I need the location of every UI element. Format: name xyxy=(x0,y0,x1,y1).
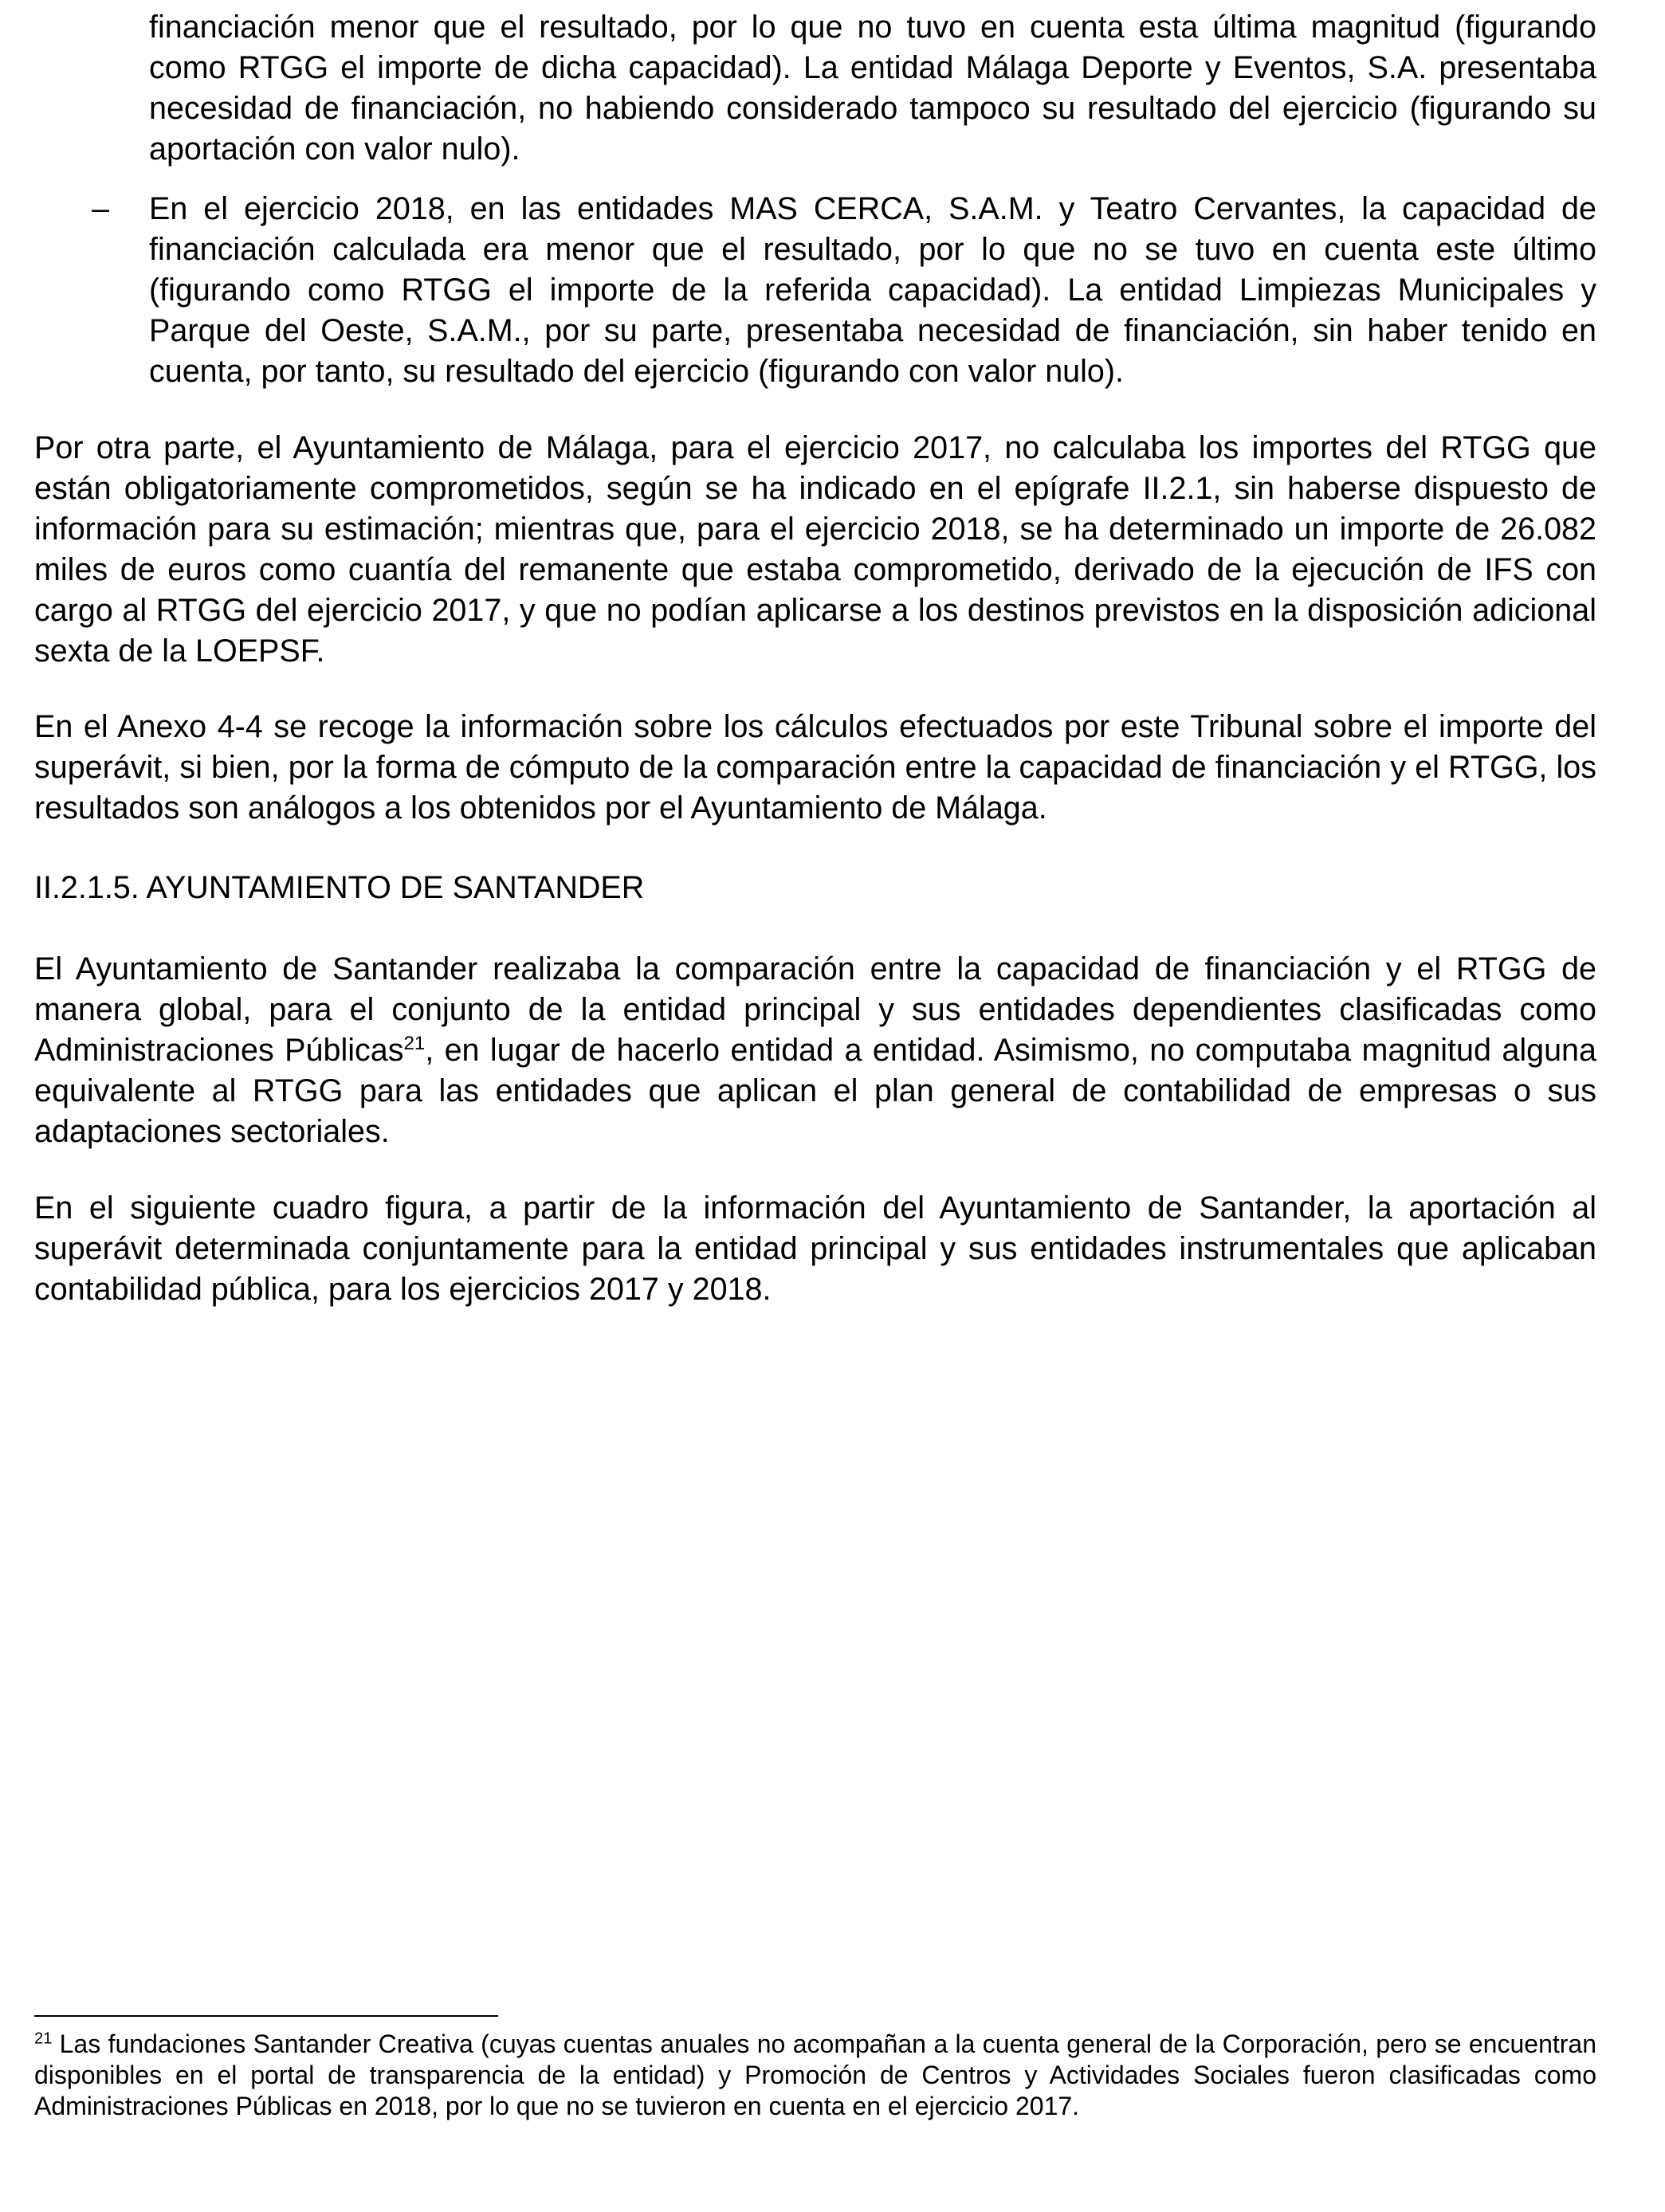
list-item-2018-text: En el ejercicio 2018, en las entidades MAS CERCA, S.A.M. y Teatro Cervantes, la capacidad de financiación calculada era menor que el resultado, por lo que no se tuvo en cuenta este último (figurando como RTGG el importe de la referida capacidad). La entidad Limpiezas Municipales y Parque del Oeste, S.A.M., por su parte, presentaba necesidad de financiación, sin haber tenido en cuenta, por tanto, su resultado del ejercicio (figurando con valor nulo). xyxy=(149,191,1596,389)
paragraph-cuadro: En el siguiente cuadro figura, a partir de la información del Ayuntamiento de Santander, la aportación al superávit determinada conjuntamente para la entidad principal y sus entidades instrumentales que aplicaban contabilidad pública, para los ejercicios 2017 y 2018. xyxy=(34,1190,1596,1307)
section-heading: II.2.1.5. AYUNTAMIENTO DE SANTANDER xyxy=(34,870,645,905)
footnote xyxy=(34,2029,1596,2122)
footnote-text: Las fundaciones Santander Creativa (cuyas cuentas anuales no acompañan a la cuenta general de la Corporación, pero se encuentran disponibles en el portal de transparencia de la entidad) y Promoción de Centros y Actividades Sociales fueron clasificadas como Administraciones Públicas en 2018, por lo que no se tuvieron en cuenta en el ejercicio 2017. xyxy=(34,2030,1596,2120)
list-item-2018 xyxy=(34,189,1596,392)
bullet-dash: – xyxy=(92,191,109,226)
paragraph-anexo: En el Anexo 4-4 se recoge la información sobre los cálculos efectuados por este Tribunal sobre el importe del superávit, si bien, por la forma de cómputo de la comparación entre la capacidad de financiación y el RTGG, los resultados son análogos a los obtenidos por el Ayuntamiento de Málaga. xyxy=(34,709,1596,826)
paragraph-santander-text-before: El Ayuntamiento de Santander realizaba la comparación entre la capacidad de financiación y el RTGG de manera global, para el conjunto de la entidad principal y sus entidades dependientes clasificadas como Administraciones Públicas xyxy=(34,951,1596,1068)
paragraph-malaga: Por otra parte, el Ayuntamiento de Málaga, para el ejercicio 2017, no calculaba los importes del RTGG que están obligatoriamente comprometidos, según se ha indicado en el epígrafe II.2.1, sin haberse dispuesto de información para su estimación; mientras que, para el ejercicio 2018, se ha determinado un importe de 26.082 miles de euros como cuantía del remanente que estaba comprometido, derivado de la ejecución de IFS con cargo al RTGG del ejercicio 2017, y que no podían aplicarse a los destinos previstos en la disposición adicional sexta de la LOEPSF. xyxy=(34,430,1596,669)
paragraph-santander xyxy=(34,949,1596,1152)
footnote-reference: 21 xyxy=(403,1032,426,1054)
bullet-continuation-text: financiación menor que el resultado, por lo que no tuvo en cuenta esta última magnitud (figurando como RTGG el importe de dicha capacidad). La entidad Málaga Deporte y Eventos, S.A. presentaba necesidad de financiación, no habiendo considerado tampoco su resultado del ejercicio (figurando su aportación con valor nulo). xyxy=(149,10,1596,167)
paragraph-santander-text-after: , en lugar de hacerlo entidad a entidad. Asimismo, no computaba magnitud alguna equivalente al RTGG para las entidades que aplican el plan general de contabilidad de empresas o sus adaptaciones sectoriales. xyxy=(34,1033,1596,1149)
footnote-number: 21 xyxy=(34,2030,53,2048)
footnote-separator xyxy=(34,2015,498,2017)
